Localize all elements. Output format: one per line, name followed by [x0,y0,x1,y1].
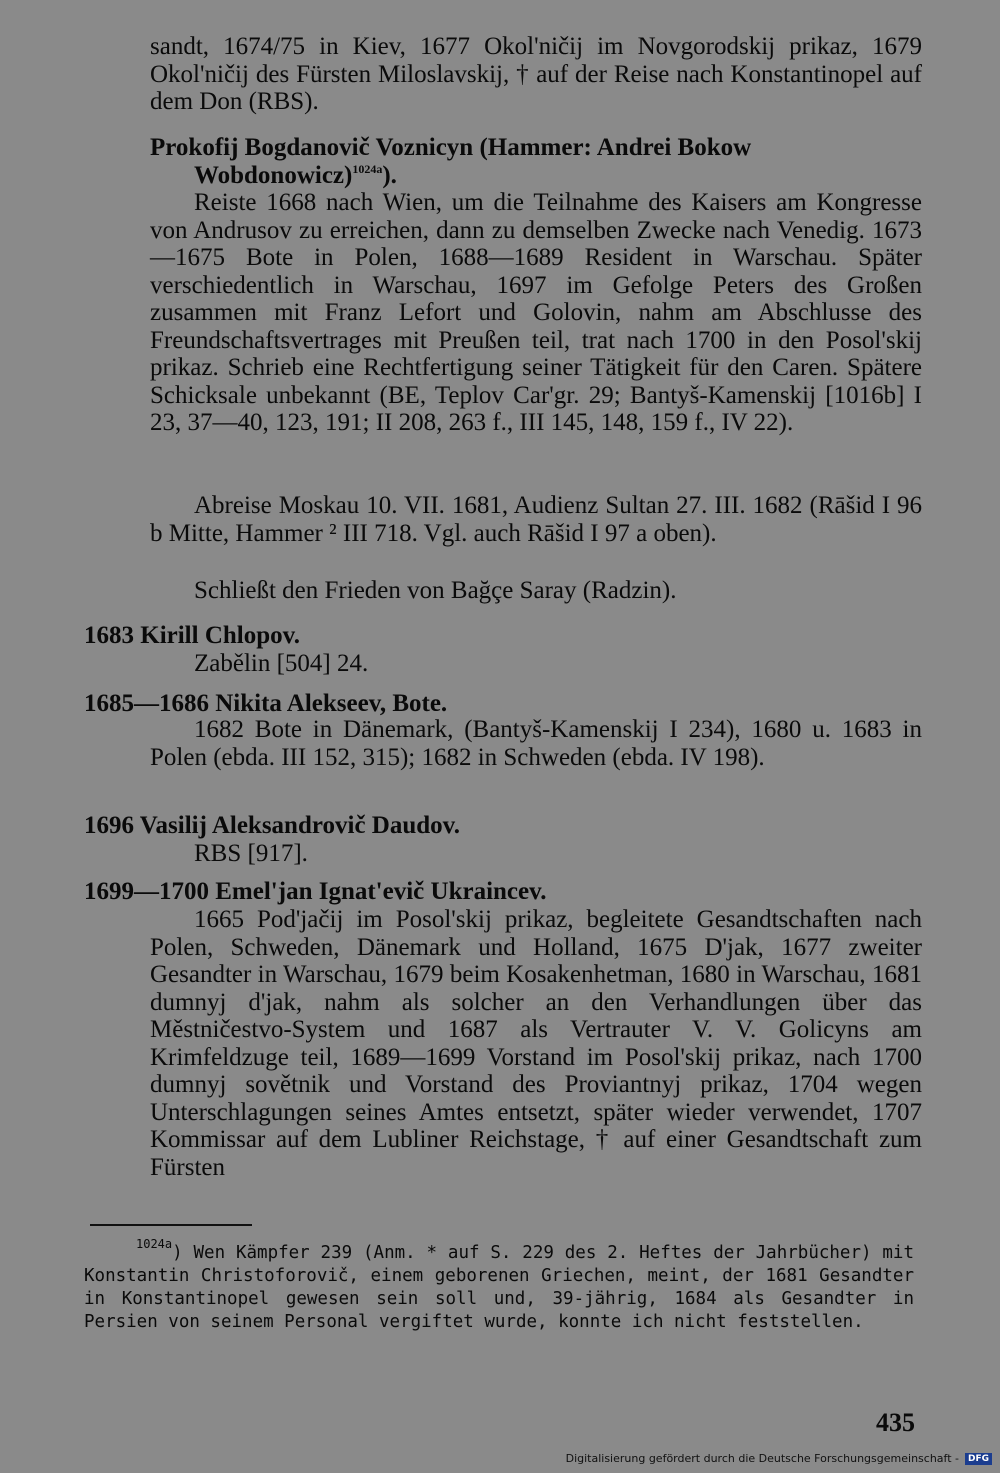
voznicyn-heading [150,134,922,189]
footnote-marker: 1024a [136,1237,173,1251]
entry-heading-chlopov: 1683 Kirill Chlopov. [84,622,301,649]
entry-heading-alekseev: 1685—1686 Nikita Alekseev, Bote. [84,690,448,717]
footnote-divider [90,1224,252,1226]
dfg-logo-icon: DFG [965,1453,992,1465]
voznicyn-paragraph-3: Schließt den Frieden von Bağçe Saray (Radzin). [194,577,677,604]
continuation-paragraph: sandt, 1674/75 in Kiev, 1677 Okol'ničij im Novgorodskij prikaz, 1679 Okol'ničij des Fürsten Miloslavskij, † auf der Reise nach Konstantinopel auf dem Don (RBS). [150,33,922,115]
entry-body-alekseev: 1682 Bote in Dänemark, (Bantyš-Kamenskij I 234), 1680 u. 1683 in Polen (ebda. III 152, 315); 1682 in Schweden (ebda. IV 198). [150,716,922,771]
digitization-notice-text: Digitalisierung gefördert durch die Deutsche Forschungsgemeinschaft - [565,1452,959,1465]
voznicyn-heading-line1: Prokofij Bogdanovič Voznicyn (Hammer: Andrei Bokow [150,134,752,161]
voznicyn-heading-line2: Wobdonowicz)$^{1024a}$). [194,161,397,189]
footnote-text: ) Wen Kämpfer 239 (Anm. * auf S. 229 des 2. Heftes der Jahrbücher) mit Konstantin Christoforovič, einem geborenen Griechen, meint, der 1681 Gesandter in Konstantinopel gewesen sein soll und, 39-jährig, 1684 als Gesandter in Persien von seinem Personal vergiftet wurde, konnte ich nicht feststellen. [84,1243,914,1332]
entry-body-chlopov: Zabělin [504] 24. [194,650,369,677]
entry-body-ukraincev: 1665 Pod'jačij im Posol'skij prikaz, begleitete Gesandtschaften nach Polen, Schweden, Dänemark und Holland, 1675 D'jak, 1677 zweiter Gesandter in Warschau, 1679 beim Kosakenhetman, 1680 in Warschau, 1681 dumnyj d'jak, nahm als solcher an den Verhandlungen über das Městničestvo-System und 1687 als Vertrauter V. V. Golicyns am Krimfeldzuge teil, 1689—1699 Vorstand im Posol'skij prikaz, nach 1700 dumnyj sovětnik und Vorstand des Proviantnyj prikaz, 1704 wegen Unterschlagungen seines Amtes entsetzt, später wieder verwendet, 1707 Kommissar auf dem Lubliner Reichstage, † auf einer Gesandtschaft zum Fürsten [150,906,922,1181]
footnote-reference[interactable]: 1024a [352,161,383,176]
footnote-1024a [84,1237,914,1334]
entry-heading-daudov: 1696 Vasilij Aleksandrovič Daudov. [84,812,461,839]
voznicyn-paragraph-2: Abreise Moskau 10. VII. 1681, Audienz Sultan 27. III. 1682 (Rāšid I 96 b Mitte, Hammer ² III 718. Vgl. auch Rāšid I 97 a oben). [150,492,922,547]
entry-heading-ukraincev: 1699—1700 Emel'jan Ignat'evič Ukraincev. [84,878,547,905]
entry-body-daudov: RBS [917]. [194,840,308,867]
digitization-notice [566,1452,992,1465]
voznicyn-paragraph-1: Reiste 1668 nach Wien, um die Teilnahme des Kaisers am Kongresse von Andrusov zu erreichen, dann zu demselben Zwecke nach Venedig. 1673—1675 Bote in Polen, 1688—1689 Resident in Warschau. Später verschiedentlich in Warschau, 1697 im Gefolge Peters des Großen zusammen mit Franz Lefort und Golovin, nahm am Abschlusse des Freundschaftsvertrages mit Preußen teil, trat nach 1700 in den Posol'skij prikaz. Schrieb eine Rechtfertigung seiner Tätigkeit für den Caren. Spätere Schicksale unbekannt (BE, Teplov Car'gr. 29; Bantyš-Kamenskij [1016b] I 23, 37—40, 123, 191; II 208, 263 f., III 145, 148, 159 f., IV 22). [150,189,922,436]
page-number: 435 [876,1408,915,1437]
